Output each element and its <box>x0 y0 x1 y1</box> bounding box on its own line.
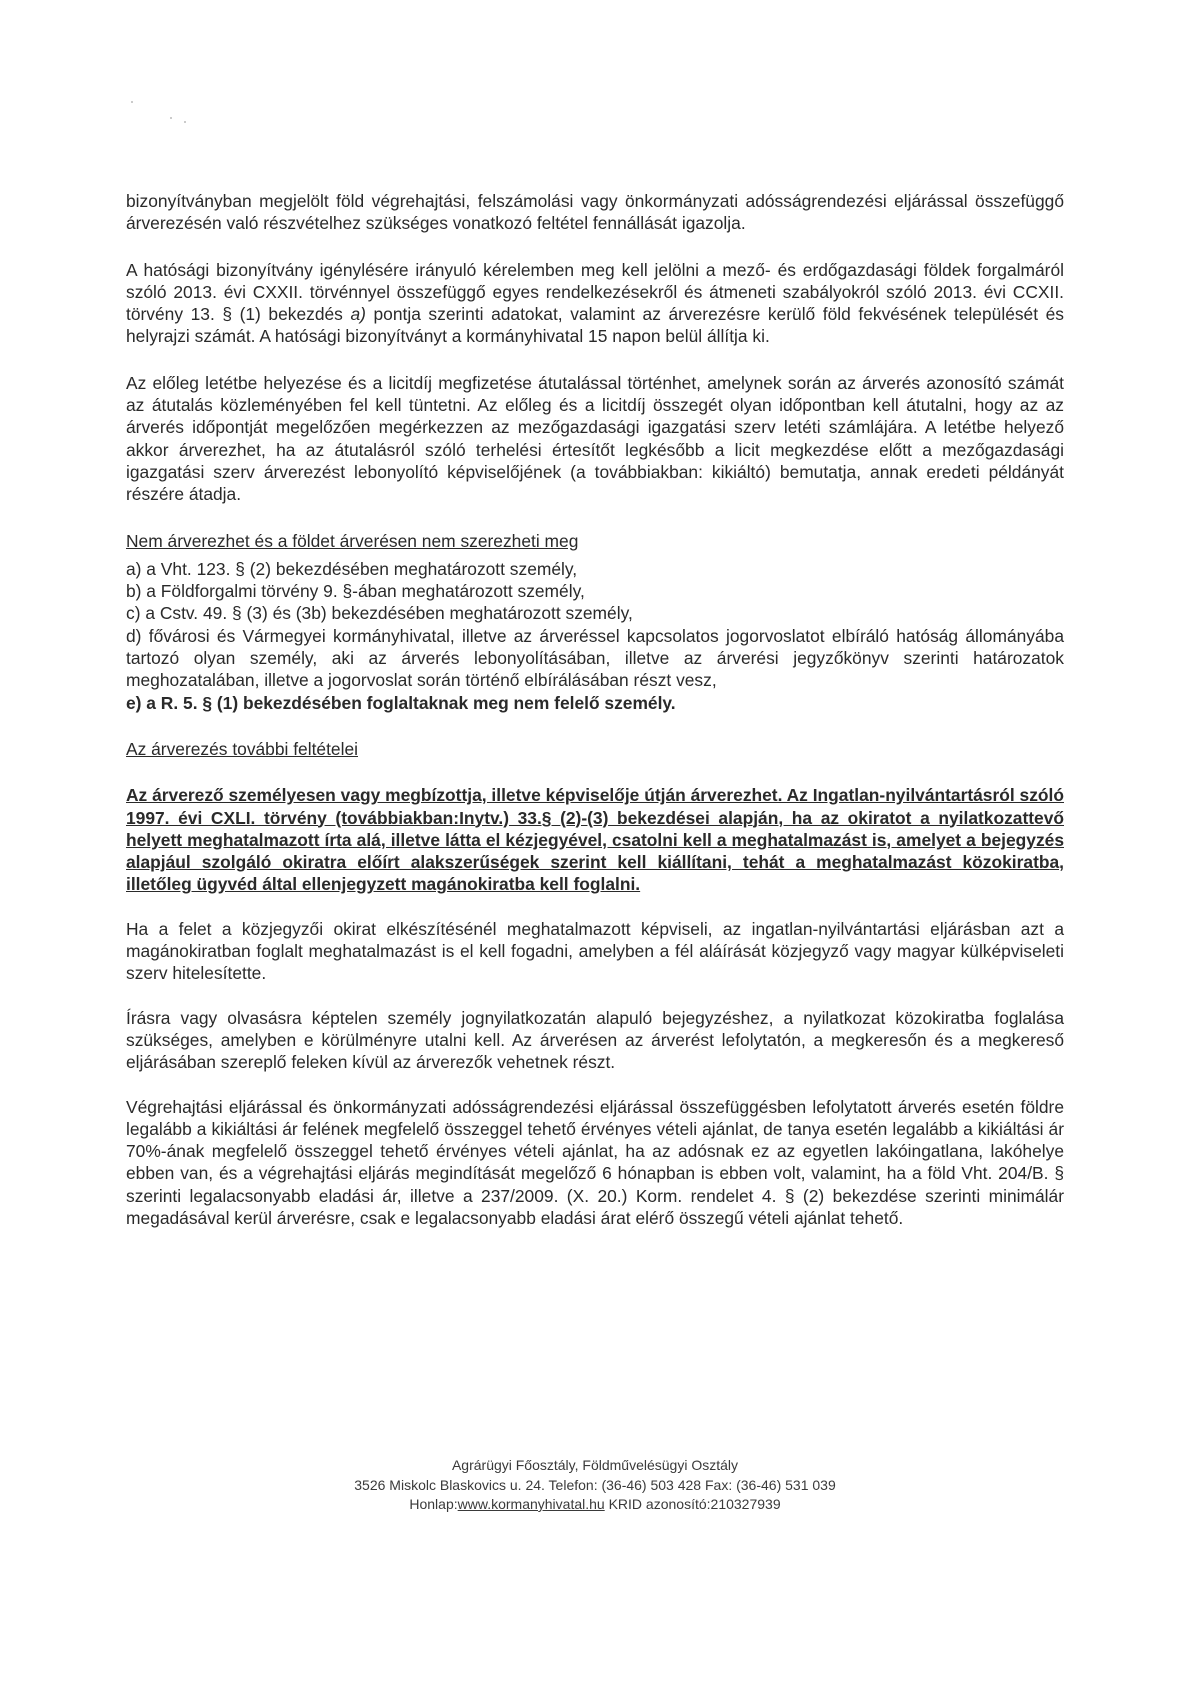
section-heading-conditions: Az árverezés további feltételei <box>126 738 358 759</box>
paragraph-certificate: bizonyítványban megjelölt föld végrehajtási, felszámolási vagy önkormányzati adósságrendezési eljárással összefüggő árverezésén való részvételhez szükséges vonatkozó feltétel fennállását igazolja. <box>126 191 1064 234</box>
footer-krid: KRID azonosító:210327939 <box>608 1496 781 1512</box>
scan-speck <box>184 121 186 123</box>
footer-address: 3526 Miskolc Blaskovics u. 24. Telefon: (36-46) 503 428 Fax: (36-46) 531 039 <box>354 1476 836 1493</box>
paragraph-request-text: A hatósági bizonyítvány igénylésére irányuló kérelemben meg kell jelölni a mező- és erdőgazdasági földek forgalmáról szóló 2013. évi CXXII. törvénnyel összefüggő egyes rendelkezésekről és átmeneti szabályokról szóló 2013. évi CCXII. törvény 13. § (1) bekezdés <box>126 259 1064 325</box>
footer-department: Agrárügyi Főosztály, Földművelésügyi Osztály <box>451 1457 739 1473</box>
exclusion-list <box>126 558 1064 714</box>
list-item: e) a R. 5. § (1) bekezdésében foglaltaknak meg nem felelő személy. <box>126 692 676 713</box>
paragraph-representation: Az árverező személyesen vagy megbízottja, illetve képviselője útján árverezhet. Az Ingatlan-nyilvántartásról szóló 1997. évi CXLI. törvény (továbbiakban:Inytv.) 33.§ (2)-(3) bekezdései alapján, ha az okiratot a nyilatkozattevő helyett meghatalmazott írta alá, illetve látta el kézjegyével, csatolni kell a meghatalmazást is, amelyet a bejegyzés alapjául szolgáló okiratra előírt alakszerűségek szerint kell kiállítani, tehát a meghatalmazást közokiratba, illetőleg ügyvéd által ellenjegyzett magánokiratba kell foglalni. <box>126 785 1064 895</box>
list-item: d) fővárosi és Vármegyei kormányhivatal, illetve az árveréssel kapcsolatos jogorvoslatot elbíráló hatóság állományába tartozó olyan személy, aki az árverés lebonyolításában, illetve az árverési jegyzőkönyv szerinti határozatok meghozatalában, illetve a jogorvoslat során történő elbírálásában részt vesz, <box>126 625 1064 691</box>
footer-homepage-label: Honlap: <box>409 1496 458 1512</box>
paragraph-bid-rules: Végrehajtási eljárással és önkormányzati adósságrendezési eljárással összefüggésben lefolytatott árverés esetén földre legalább a kikiáltási ár felének megfelelő összeggel tehető érvényes vételi ajánlat, de tanya esetén legalább a kikiáltási ár 70%-ának megfelelő összeggel tehető érvényes vételi ajánlat, ha az adósnak ez az egyetlen lakóingatlana, lakóhelye ebben van, és a végrehajtási eljárás megindítását megelőző 6 hónapban is ebben volt, valamint, ha a föld Vht. 204/B. § szerinti legalacsonyabb eladási ár, illetve a 237/2009. (X. 20.) Korm. rendelet 4. § (2) bekezdése szerinti minimálár megadásával kerül árverésre, csak e legalacsonyabb eladási árat elérő összegű vételi ajánlat tehető. <box>126 1096 1064 1228</box>
paragraph-request <box>126 259 1064 348</box>
paragraph-notary: Ha a felet a közjegyzői okirat elkészítésénél meghatalmazott képviseli, az ingatlan-nyilvántartási eljárásban azt a magánokiratban foglalt meghatalmazást is el kell fogadni, amelyben a fél aláírását közjegyző vagy magyar külképviseleti szerv hitelesítette. <box>126 918 1064 984</box>
list-item: b) a Földforgalmi törvény 9. §-ában meghatározott személy, <box>126 581 585 602</box>
list-item: c) a Cstv. 49. § (3) és (3b) bekezdésében meghatározott személy, <box>126 603 633 624</box>
list-item: a) a Vht. 123. § (2) bekezdésében meghatározott személy, <box>126 558 578 579</box>
document-body <box>126 190 1064 1229</box>
footer-contact <box>0 1495 1190 1515</box>
section-heading-exclusions: Nem árverezhet és a földet árverésen nem szerezheti meg <box>126 530 579 551</box>
paragraph-request-point: a) <box>350 304 366 325</box>
homepage-link[interactable]: www.kormanyhivatal.hu <box>457 1496 605 1512</box>
scan-speck <box>131 101 133 103</box>
paragraph-illiterate: Írásra vagy olvasásra képtelen személy jognyilatkozatán alapuló bejegyzéshez, a nyilatkozat közokiratba foglalása szükséges, amelyben e körülményre utalni kell. Az árverésen az árverést lefolytatón, a megkeresőn és a megkereső eljárásában szereplő feleken kívül az árverezők vehetnek részt. <box>126 1007 1064 1073</box>
paragraph-request-rest: pontja szerinti adatokat, valamint az árverezésre kerülő föld fekvésének települését és helyrajzi számát. A hatósági bizonyítványt a kormányhivatal 15 napon belül állítja ki. <box>126 304 1064 347</box>
document-footer <box>0 1456 1190 1515</box>
scan-speck <box>170 117 172 119</box>
paragraph-deposit: Az előleg letétbe helyezése és a licitdíj megfizetése átutalással történhet, amelynek során az árverés azonosító számát az átutalás közleményében fel kell tüntetni. Az előleg és a licitdíj összegét olyan időpontban kell átutalni, hogy az az árverés időpontját megelőzően megérkezzen az mezőgazdasági igazgatási szerv letéti számlájára. A letétbe helyező akkor árverezhet, ha az átutalásról szóló terhelési értesítőt legkésőbb a licit megkezdése előtt a mezőgazdasági igazgatási szerv árverezést lebonyolító képviselőjének (a továbbiakban: kikiáltó) bemutatja, annak eredeti példányát részére átadja. <box>126 372 1064 505</box>
